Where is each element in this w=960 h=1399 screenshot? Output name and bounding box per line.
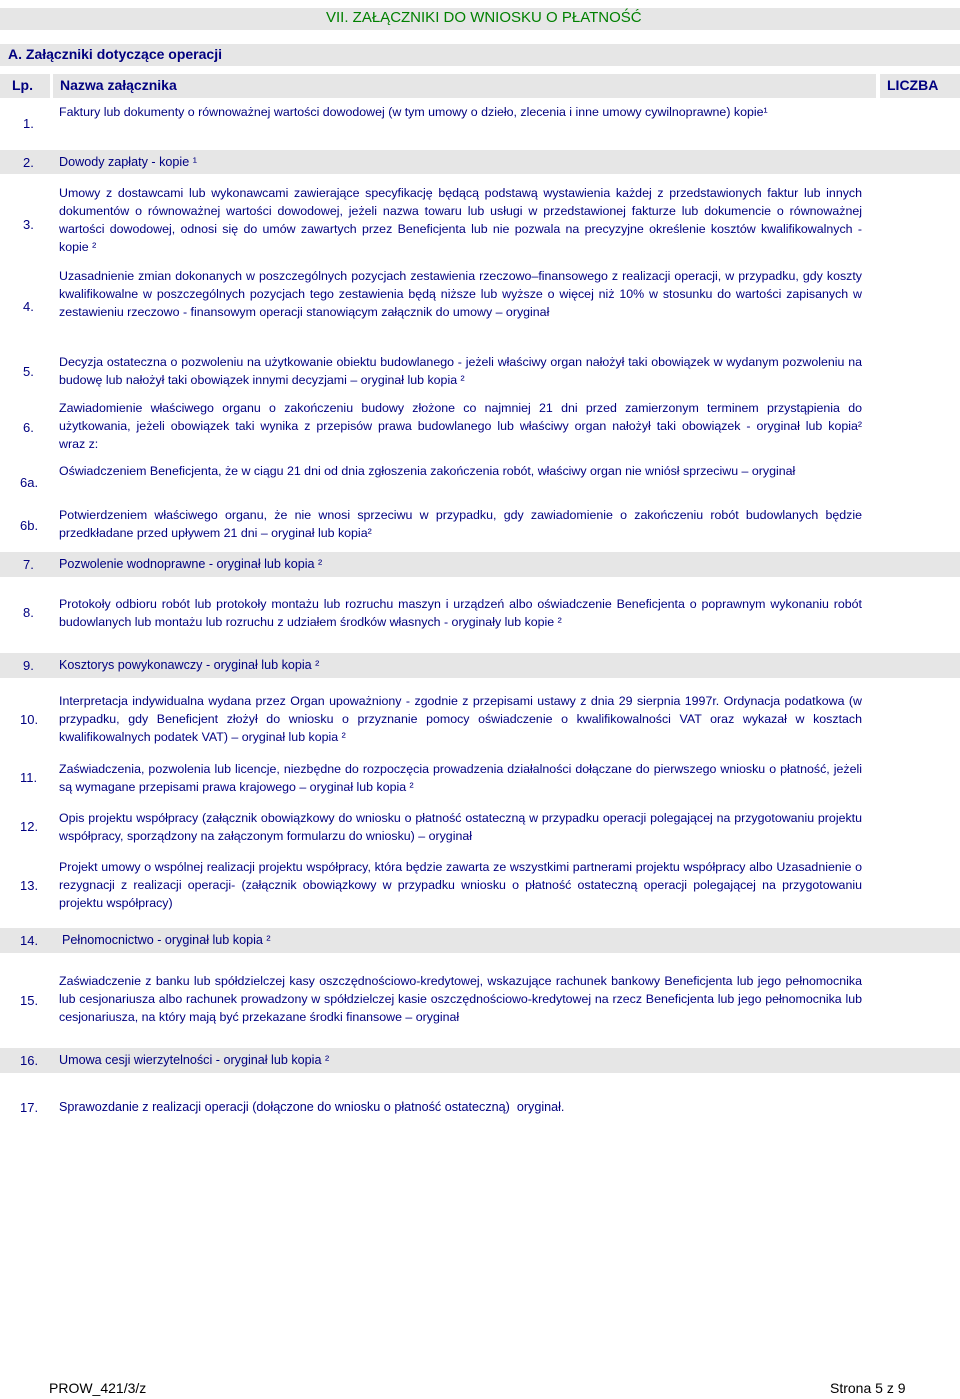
item-text: Pełnomocnictwo - oryginał lub kopia ² xyxy=(62,933,271,947)
item-number: 17. xyxy=(20,1100,39,1115)
header-count-cell xyxy=(880,74,960,98)
item-text: Kosztorys powykonawczy - oryginał lub kopia ² xyxy=(59,658,320,672)
item-text: Interpretacja indywidualna wydana przez Organ upoważniony - zgodnie z przepisami ustawy z dnia 29 sierpnia 1997r. Ordynacja podatkowa (w przypadku, gdy Beneficjent złożył do wniosku o przyznanie pomocy oświadczenie o kwalifikowalności VAT oraz wykazał w kosztach kwalifikowalnych podatek VAT) – oryginał lub kopia ² xyxy=(59,694,862,744)
item-text: Pozwolenie wodnoprawne - oryginał lub kopia ² xyxy=(59,557,323,571)
item-number: 9. xyxy=(23,658,34,673)
list-item xyxy=(0,928,960,953)
footer-document-code: PROW_421/3/z xyxy=(49,1380,147,1396)
header-lp-cell xyxy=(0,74,50,98)
item-text: Protokoły odbioru robót lub protokoły montażu lub rozruchu maszyn i urządzeń albo oświadczenie Beneficjenta o poprawnym wykonaniu robót budowlanych lub montażu lub rozruchu z udziałem środków własnych - oryginały lub kopie ² xyxy=(59,597,862,629)
item-number: 11. xyxy=(20,770,38,785)
subsection-title: A. Załączniki dotyczące operacji xyxy=(8,46,222,62)
item-number: 6. xyxy=(23,420,34,435)
item-text: Umowa cesji wierzytelności - oryginał lub kopia ² xyxy=(59,1053,330,1067)
footer-page-number: Strona 5 z 9 xyxy=(830,1380,906,1396)
item-number: 16. xyxy=(20,1053,39,1068)
item-number: 15. xyxy=(20,993,39,1008)
header-lp: Lp. xyxy=(12,77,33,93)
list-item xyxy=(0,552,960,577)
item-number: 6a. xyxy=(20,475,39,490)
item-number: 2. xyxy=(23,155,34,170)
item-number: 8. xyxy=(23,605,34,620)
item-number: 13. xyxy=(20,878,39,893)
list-item xyxy=(0,1048,960,1073)
item-number: 5. xyxy=(23,364,34,379)
item-text: Sprawozdanie z realizacji operacji (dołączone do wniosku o płatność ostateczną) oryginał. xyxy=(59,1100,565,1114)
item-text: Zawiadomienie właściwego organu o zakończeniu budowy złożone co najmniej 21 dni przed zamierzonym terminem przystąpienia do użytkowania, jeżeli obowiązek taki wynika z przepisów prawa budowlanego lub właściwy organ nałożył taki obowiązek - oryginał lub kopia² wraz z: xyxy=(59,401,890,451)
item-text: Umowy z dostawcami lub wykonawcami zawierające specyfikację będącą podstawą wystawienia każdej z przedstawionych faktur lub innych dokumentów o równoważnej wartości dowodowej, jeżeli nazwa towaru lub usługi w przedstawionej fakturze lub dokumencie o równoważnej wartości dowodowej, odnosi się do umów zawartych przez Beneficjenta lub nie pozwala na precyzyjne określenie kosztów kwalifikowalnych - kopie ² xyxy=(59,186,862,254)
item-text: Decyzja ostateczna o pozwoleniu na użytkowanie obiektu budowlanego - jeżeli właściwy organ nałożył taki obowiązek w wydanym pozwoleniu na budowę lub nałożył taki obowiązek innymi decyzjami – oryginał lub kopia ² xyxy=(59,355,862,387)
item-text: Dowody zapłaty - kopie ¹ xyxy=(59,155,197,169)
header-name: Nazwa załącznika xyxy=(60,77,177,93)
item-text: Oświadczeniem Beneficjenta, że w ciągu 21 dni od dnia zgłoszenia zakończenia robót, właściwy organ nie wniósł sprzeciwu – oryginał xyxy=(59,464,796,478)
item-number: 12. xyxy=(20,819,39,834)
item-text: Potwierdzeniem właściwego organu, że nie wnosi sprzeciwu w przypadku, gdy zawiadomienie o zakończeniu robót budowlanych będzie przedkładane przed upływem 21 dni – oryginał lub kopia² xyxy=(59,508,862,540)
item-text: Zaświadczenia, pozwolenia lub licencje, niezbędne do rozpoczęcia prowadzenia działalności dołączane do pierwszego wniosku o płatność, jeżeli są wymagane przepisami prawa krajowego – oryginał lub kopia ² xyxy=(59,762,862,794)
item-number: 4. xyxy=(23,299,34,314)
item-text: Opis projektu współpracy (załącznik obowiązkowy do wniosku o płatność ostateczną w przypadku operacji polegającej na przygotowaniu projektu współpracy, sporządzony na załączonym formularzu do wniosku) – oryginał xyxy=(59,811,862,843)
item-text: Zaświadczenie z banku lub spółdzielczej kasy oszczędnościowo-kredytowej, wskazujące rachunek bankowy Beneficjenta lub jego pełnomocnika lub cesjonariusza albo rachunek prowadzony w spółdzielczej kasie oszczędnościowo-kredytowej na rzecz Beneficjenta lub jego pełnomocnika lub cesjonariusza, na który mają być przekazane środki finansowe – oryginał xyxy=(59,974,862,1024)
list-item xyxy=(0,150,960,174)
item-number: 7. xyxy=(23,557,34,572)
item-text: Projekt umowy o wspólnej realizacji projektu współpracy, która będzie zawarta ze wszystkimi partnerami projektu współpracy albo Uzasadnienie o rezygnacji z realizacji operacji- (załącznik obowiązkowy w przypadku wniosku o płatność ostateczną operacji polegającej na przygotowaniu projektu współpracy) xyxy=(59,860,862,910)
item-number: 1. xyxy=(23,116,34,131)
item-number: 3. xyxy=(23,217,34,232)
header-name-cell xyxy=(53,74,876,98)
subsection-title-bar xyxy=(0,44,960,66)
header-count: LICZBA xyxy=(887,77,939,93)
item-number: 14. xyxy=(20,933,39,948)
item-number: 6b. xyxy=(20,518,39,533)
item-text: Faktury lub dokumenty o równoważnej wartości dowodowej (w tym umowy o dzieło, zlecenia i inne umowy cywilnoprawne) kopie¹ xyxy=(59,105,768,119)
list-item xyxy=(0,653,960,678)
section-title-bar xyxy=(0,8,960,30)
item-number: 10. xyxy=(20,712,39,727)
item-text: Uzasadnienie zmian dokonanych w poszczególnych pozycjach zestawienia rzeczowo–finansowego z realizacji operacji, w przypadku, gdy koszty kwalifikowalne w poszczególnych pozycjach tego zestawienia będą niższe lub wyższe o więcej niż 10% w stosunku do wartości zapisanych w zestawieniu rzeczowo - finansowym operacji stanowiącym załącznik do umowy – oryginał xyxy=(59,269,862,319)
section-title: VII. ZAŁĄCZNIKI DO WNIOSKU O PŁATNOŚĆ xyxy=(326,9,642,26)
